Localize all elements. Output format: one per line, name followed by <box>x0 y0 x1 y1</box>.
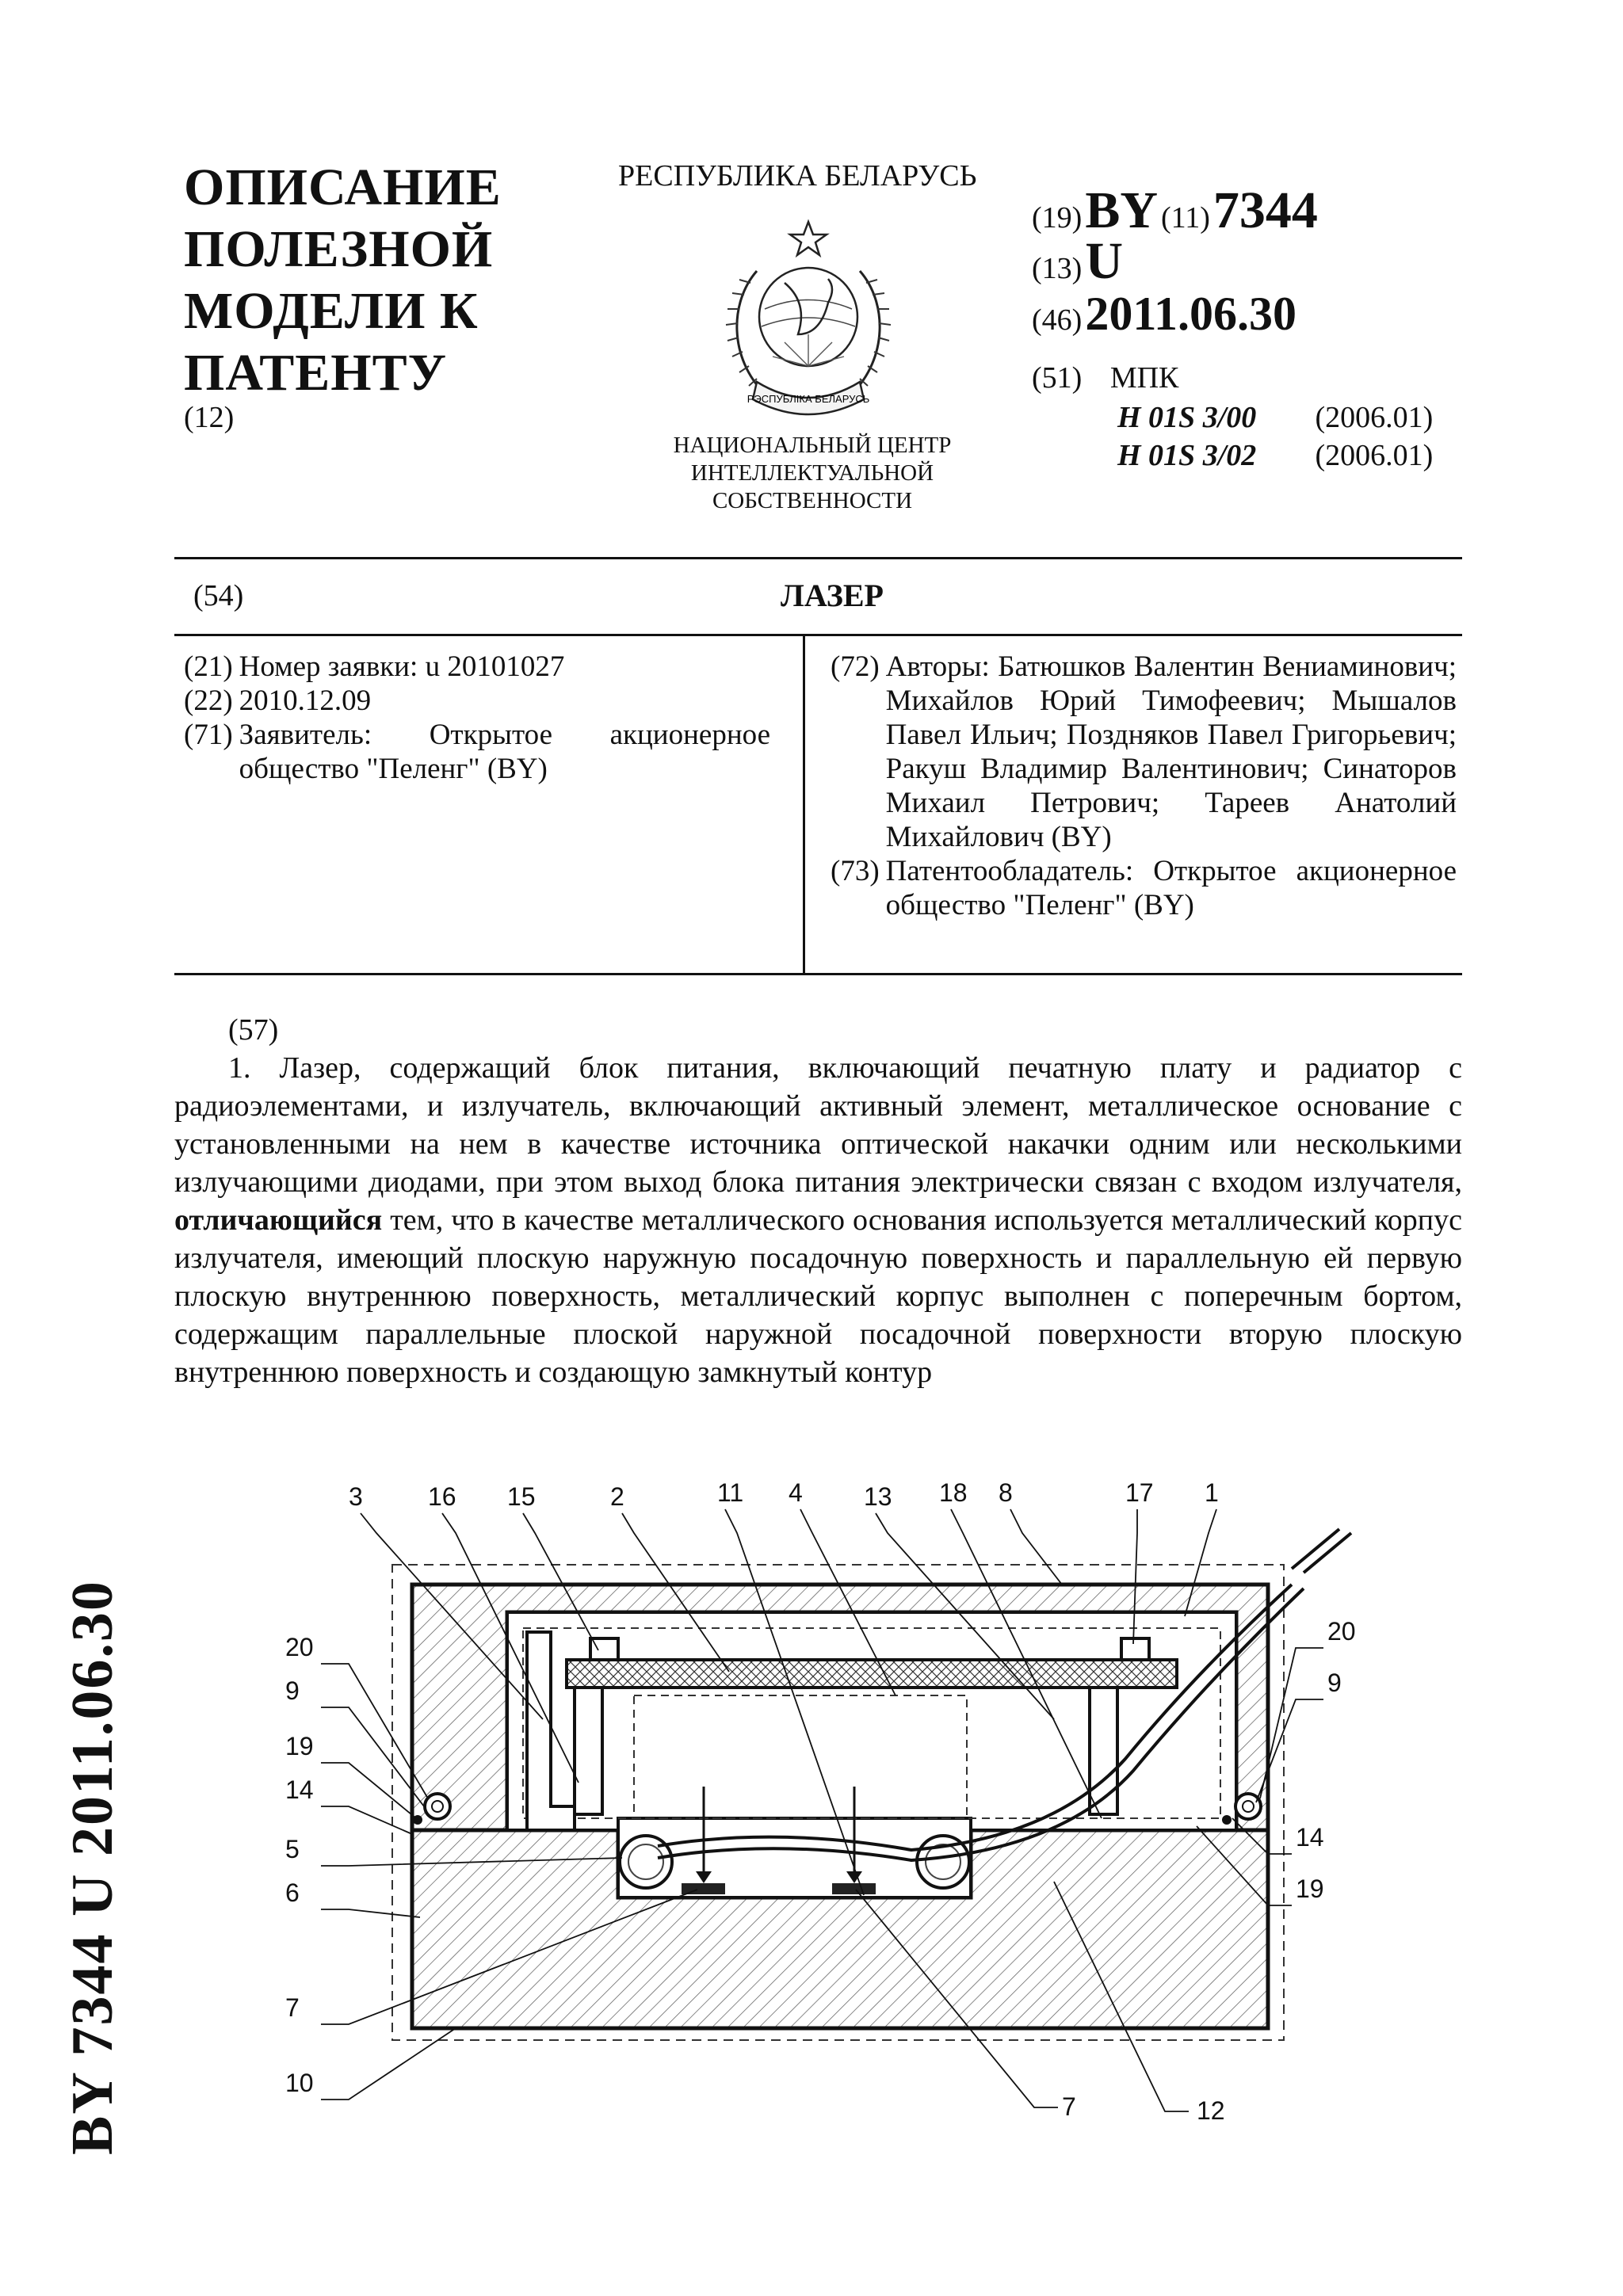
ipc-class-code: H 01S 3/02 <box>1117 439 1257 472</box>
emblem-ribbon-text: РЭСПУБЛІКА БЕЛАРУСЬ <box>747 393 870 405</box>
biblio-item <box>184 718 770 786</box>
figure-label: 14 <box>1296 1823 1324 1852</box>
document-title <box>184 157 596 404</box>
inid-code: (21) <box>184 650 233 683</box>
claims-section <box>174 1011 1462 1391</box>
biblio-item <box>831 854 1457 922</box>
figure-label: 10 <box>285 2069 314 2097</box>
ipc-class-code: H 01S 3/00 <box>1117 401 1257 434</box>
ipc-class-edition: (2006.01) <box>1315 401 1434 434</box>
inid-code-54: (54) <box>193 579 244 612</box>
kind-code: U <box>1085 232 1123 290</box>
figure-label: 19 <box>1296 1875 1324 1903</box>
figure-label: 9 <box>1327 1669 1342 1697</box>
ipc-class-edition: (2006.01) <box>1315 439 1434 472</box>
title-line: ПАТЕНТУ <box>184 344 448 402</box>
technical-drawing <box>262 1458 1403 2131</box>
figure-label: 20 <box>1327 1617 1356 1646</box>
figure-label: 4 <box>789 1478 803 1507</box>
biblio-item <box>184 650 770 684</box>
figure-label: 15 <box>507 1482 536 1511</box>
inid-code-51: (51) <box>1032 361 1083 395</box>
figure-label: 2 <box>610 1482 624 1511</box>
state-emblem-icon <box>709 215 907 425</box>
ipc-label: МПК <box>1109 361 1179 395</box>
side-label: BY 7344 U 2011.06.30 <box>60 1580 125 2155</box>
claim-text: тем, что в качестве металлического основания используется металлический корпус излучателя, имеющий плоскую наружную посадочную поверхность и параллельную ей первую плоскую внутреннюю поверхность, металлический корпус выполнен с поперечным бортом, содержащим параллельные плоской наружной посадочной поверхности вторую плоскую внутреннюю поверхность и создающую замкнутый контур <box>174 1203 1462 1389</box>
inid-code: (71) <box>184 719 233 751</box>
biblio-text: Патентообладатель: Открытое акционерное общество "Пеленг" (BY) <box>885 855 1457 921</box>
biblio-left <box>184 650 770 786</box>
office-name <box>634 432 991 515</box>
figure-label: 16 <box>428 1482 456 1511</box>
figure-label: 17 <box>1125 1478 1154 1507</box>
inid-code-11: (11) <box>1161 201 1210 235</box>
inid-code: (22) <box>184 685 233 717</box>
biblio-item <box>184 684 770 718</box>
country-code: BY <box>1085 181 1158 239</box>
figure-label: 9 <box>285 1676 300 1705</box>
title-line: ПОЛЕЗНОЙ <box>184 220 494 278</box>
figure-label: 3 <box>349 1482 363 1511</box>
inid-code: (73) <box>831 855 880 887</box>
claim-text: 1. Лазер, содержащий блок питания, включающий печатную плату и радиатор с радиоэлементами, и излучатель, включающий активный элемент, металлическое основание с установленными на нем в качестве источника оптической накачки одним или несколькими излучающими диодами, при этом выход блока питания электрически связан с входом излучателя, <box>174 1051 1462 1199</box>
claim-1 <box>174 1049 1462 1391</box>
figure-label: 12 <box>1197 2096 1225 2125</box>
figure-label: 19 <box>285 1732 314 1760</box>
figure-label: 5 <box>285 1835 300 1863</box>
inid-code-12: (12) <box>184 401 235 434</box>
figure-label: 18 <box>939 1478 968 1507</box>
rule-top <box>174 557 1462 559</box>
claim-emphasis: отличающийся <box>174 1203 383 1237</box>
figure-label: 14 <box>285 1775 314 1804</box>
inid-code-13: (13) <box>1032 252 1083 285</box>
biblio-text: 2010.12.09 <box>239 685 372 717</box>
inid-code: (72) <box>831 650 880 683</box>
figure-label: 7 <box>285 1993 300 2022</box>
patent-number: 7344 <box>1212 181 1318 239</box>
code-line-46 <box>1032 287 1296 341</box>
inid-code-46: (46) <box>1032 303 1083 337</box>
office-name-line: НАЦИОНАЛЬНЫЙ ЦЕНТР <box>673 433 952 458</box>
biblio-item <box>831 650 1457 854</box>
biblio-text: Заявитель: Открытое акционерное общество "Пеленг" (BY) <box>239 719 770 785</box>
invention-title: ЛАЗЕР <box>781 578 884 613</box>
biblio-right <box>831 650 1457 922</box>
inid-code-19: (19) <box>1032 201 1083 235</box>
rule-bottom <box>174 973 1462 975</box>
figure-label: 7 <box>1062 2092 1076 2121</box>
republic-name: РЕСПУБЛИКА БЕЛАРУСЬ <box>618 159 977 193</box>
figure-label: 20 <box>285 1633 314 1661</box>
biblio-text: Номер заявки: u 20101027 <box>239 650 565 683</box>
printed-circuit-board <box>567 1660 1177 1688</box>
figure-label: 8 <box>999 1478 1013 1507</box>
figure-label: 6 <box>285 1878 300 1907</box>
office-name-line: ИНТЕЛЛЕКТУАЛЬНОЙ <box>690 460 934 486</box>
code-line-13 <box>1032 231 1123 292</box>
figure-label: 11 <box>717 1478 744 1507</box>
title-line: ОПИСАНИЕ <box>184 158 502 216</box>
publication-date: 2011.06.30 <box>1085 288 1297 340</box>
ipc-class-row <box>1117 400 1433 435</box>
rule-middle <box>174 634 1462 636</box>
column-divider <box>803 634 805 973</box>
office-name-line: СОБСТВЕННОСТИ <box>712 488 913 513</box>
title-line: МОДЕЛИ К <box>184 282 479 340</box>
code-line-51 <box>1032 360 1178 395</box>
figure-label: 13 <box>864 1482 892 1511</box>
inid-code-57: (57) <box>228 1013 279 1047</box>
figure-label: 1 <box>1205 1478 1219 1507</box>
ipc-class-row <box>1117 438 1433 473</box>
biblio-text: Авторы: Батюшков Валентин Вениаминович; Михайлов Юрий Тимофеевич; Мышалов Павел Ильич; Поздняков Павел Григорьевич; Ракуш Владимир Валентинович; Синаторов Михаил Петрович; Тареев Анатолий Михайлович (BY) <box>885 650 1457 853</box>
